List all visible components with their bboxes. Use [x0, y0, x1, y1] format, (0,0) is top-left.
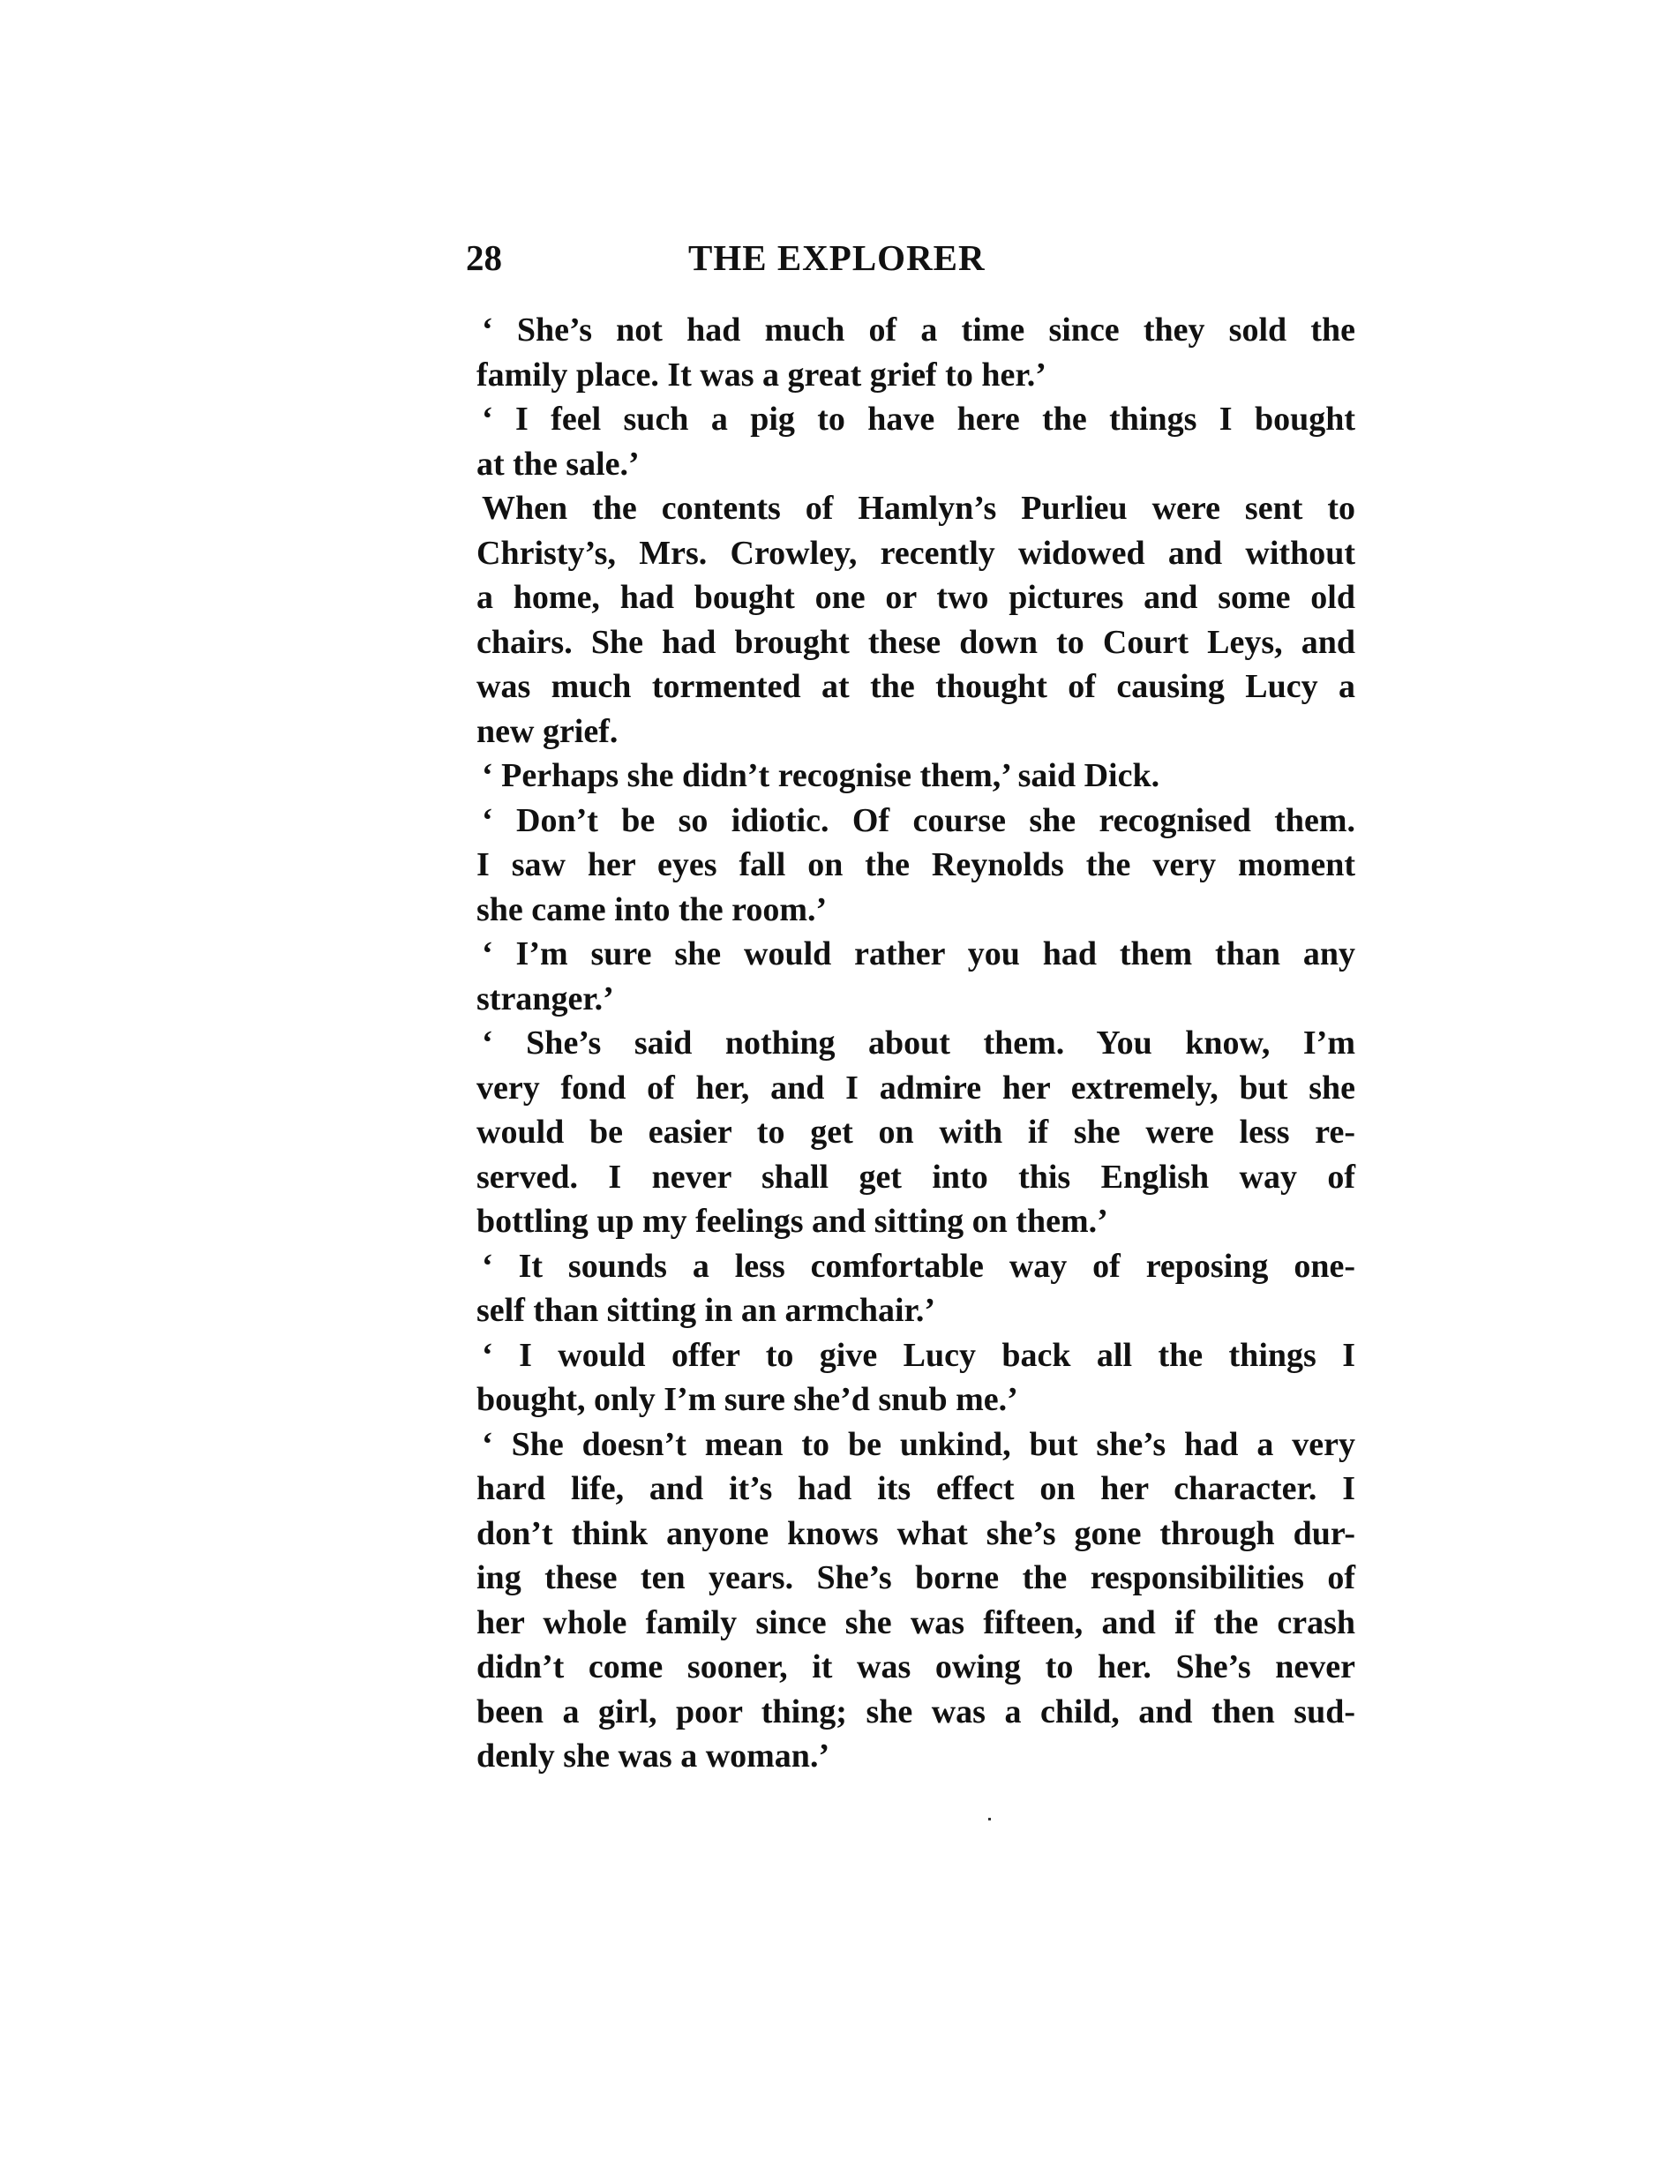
text-line: ing these ten years. She’s borne the responsibilities of: [476, 1559, 1355, 1596]
running-title: THE EXPLORER: [688, 237, 986, 278]
text-line: ‘ I feel such a pig to have here the things I bought: [482, 401, 1355, 438]
text-line: would be easier to get on with if she were less re-: [476, 1114, 1355, 1151]
text-line: hard life, and it’s had its effect on her character. I: [476, 1470, 1355, 1507]
text-line: ‘ Don’t be so idiotic. Of course she recognised them.: [482, 801, 1355, 839]
text-line: stranger.’: [476, 979, 614, 1017]
text-line: don’t think anyone knows what she’s gone through dur-: [476, 1514, 1355, 1552]
text-line: I saw her eyes fall on the Reynolds the very moment: [476, 846, 1355, 883]
text-line: at the sale.’: [476, 445, 640, 483]
text-line: family place. It was a great grief to her.’: [476, 356, 1046, 394]
text-line: a home, had bought one or two pictures and some old: [476, 579, 1355, 616]
text-line: Christy’s, Mrs. Crowley, recently widowed and without: [476, 534, 1355, 572]
page-header: [466, 236, 1357, 286]
text-line: her whole family since she was fifteen, and if the crash: [476, 1603, 1355, 1641]
text-line: bottling up my feelings and sitting on them.’: [476, 1203, 1108, 1240]
text-line: new grief.: [476, 712, 619, 750]
text-line: served. I never shall get into this English way of: [476, 1158, 1355, 1196]
text-line: chairs. She had brought these down to Court Leys, and: [476, 623, 1355, 661]
text-line: didn’t come sooner, it was owing to her. She’s never: [476, 1648, 1355, 1685]
text-line: she came into the room.’: [476, 890, 828, 928]
page-number: 28: [466, 237, 502, 278]
body-text: [476, 308, 1355, 1779]
print-speck: [988, 1818, 991, 1820]
text-line: bought, only I’m sure she’d snub me.’: [476, 1381, 1018, 1418]
text-line: ‘ I would offer to give Lucy back all the things I: [482, 1336, 1355, 1374]
text-line: ‘ She’s not had much of a time since they sold the: [482, 311, 1355, 349]
text-line: been a girl, poor thing; she was a child, and then sud-: [476, 1692, 1355, 1730]
text-line: ‘ It sounds a less comfortable way of reposing one-: [482, 1247, 1355, 1285]
text-line: When the contents of Hamlyn’s Purlieu were sent to: [482, 490, 1355, 527]
text-line: was much tormented at the thought of causing Lucy a: [476, 668, 1355, 705]
text-line: ‘ I’m sure she would rather you had them than any: [482, 935, 1355, 972]
text-line: denly she was a woman.’: [476, 1737, 830, 1775]
text-line: ‘ She doesn’t mean to be unkind, but she’s had a very: [482, 1425, 1355, 1463]
text-line: ‘ She’s said nothing about them. You know, I’m: [482, 1024, 1355, 1062]
text-line: ‘ Perhaps she didn’t recognise them,’ said Dick.: [482, 757, 1160, 794]
text-line: self than sitting in an armchair.’: [476, 1292, 936, 1329]
text-line: very fond of her, and I admire her extremely, but she: [476, 1069, 1355, 1107]
